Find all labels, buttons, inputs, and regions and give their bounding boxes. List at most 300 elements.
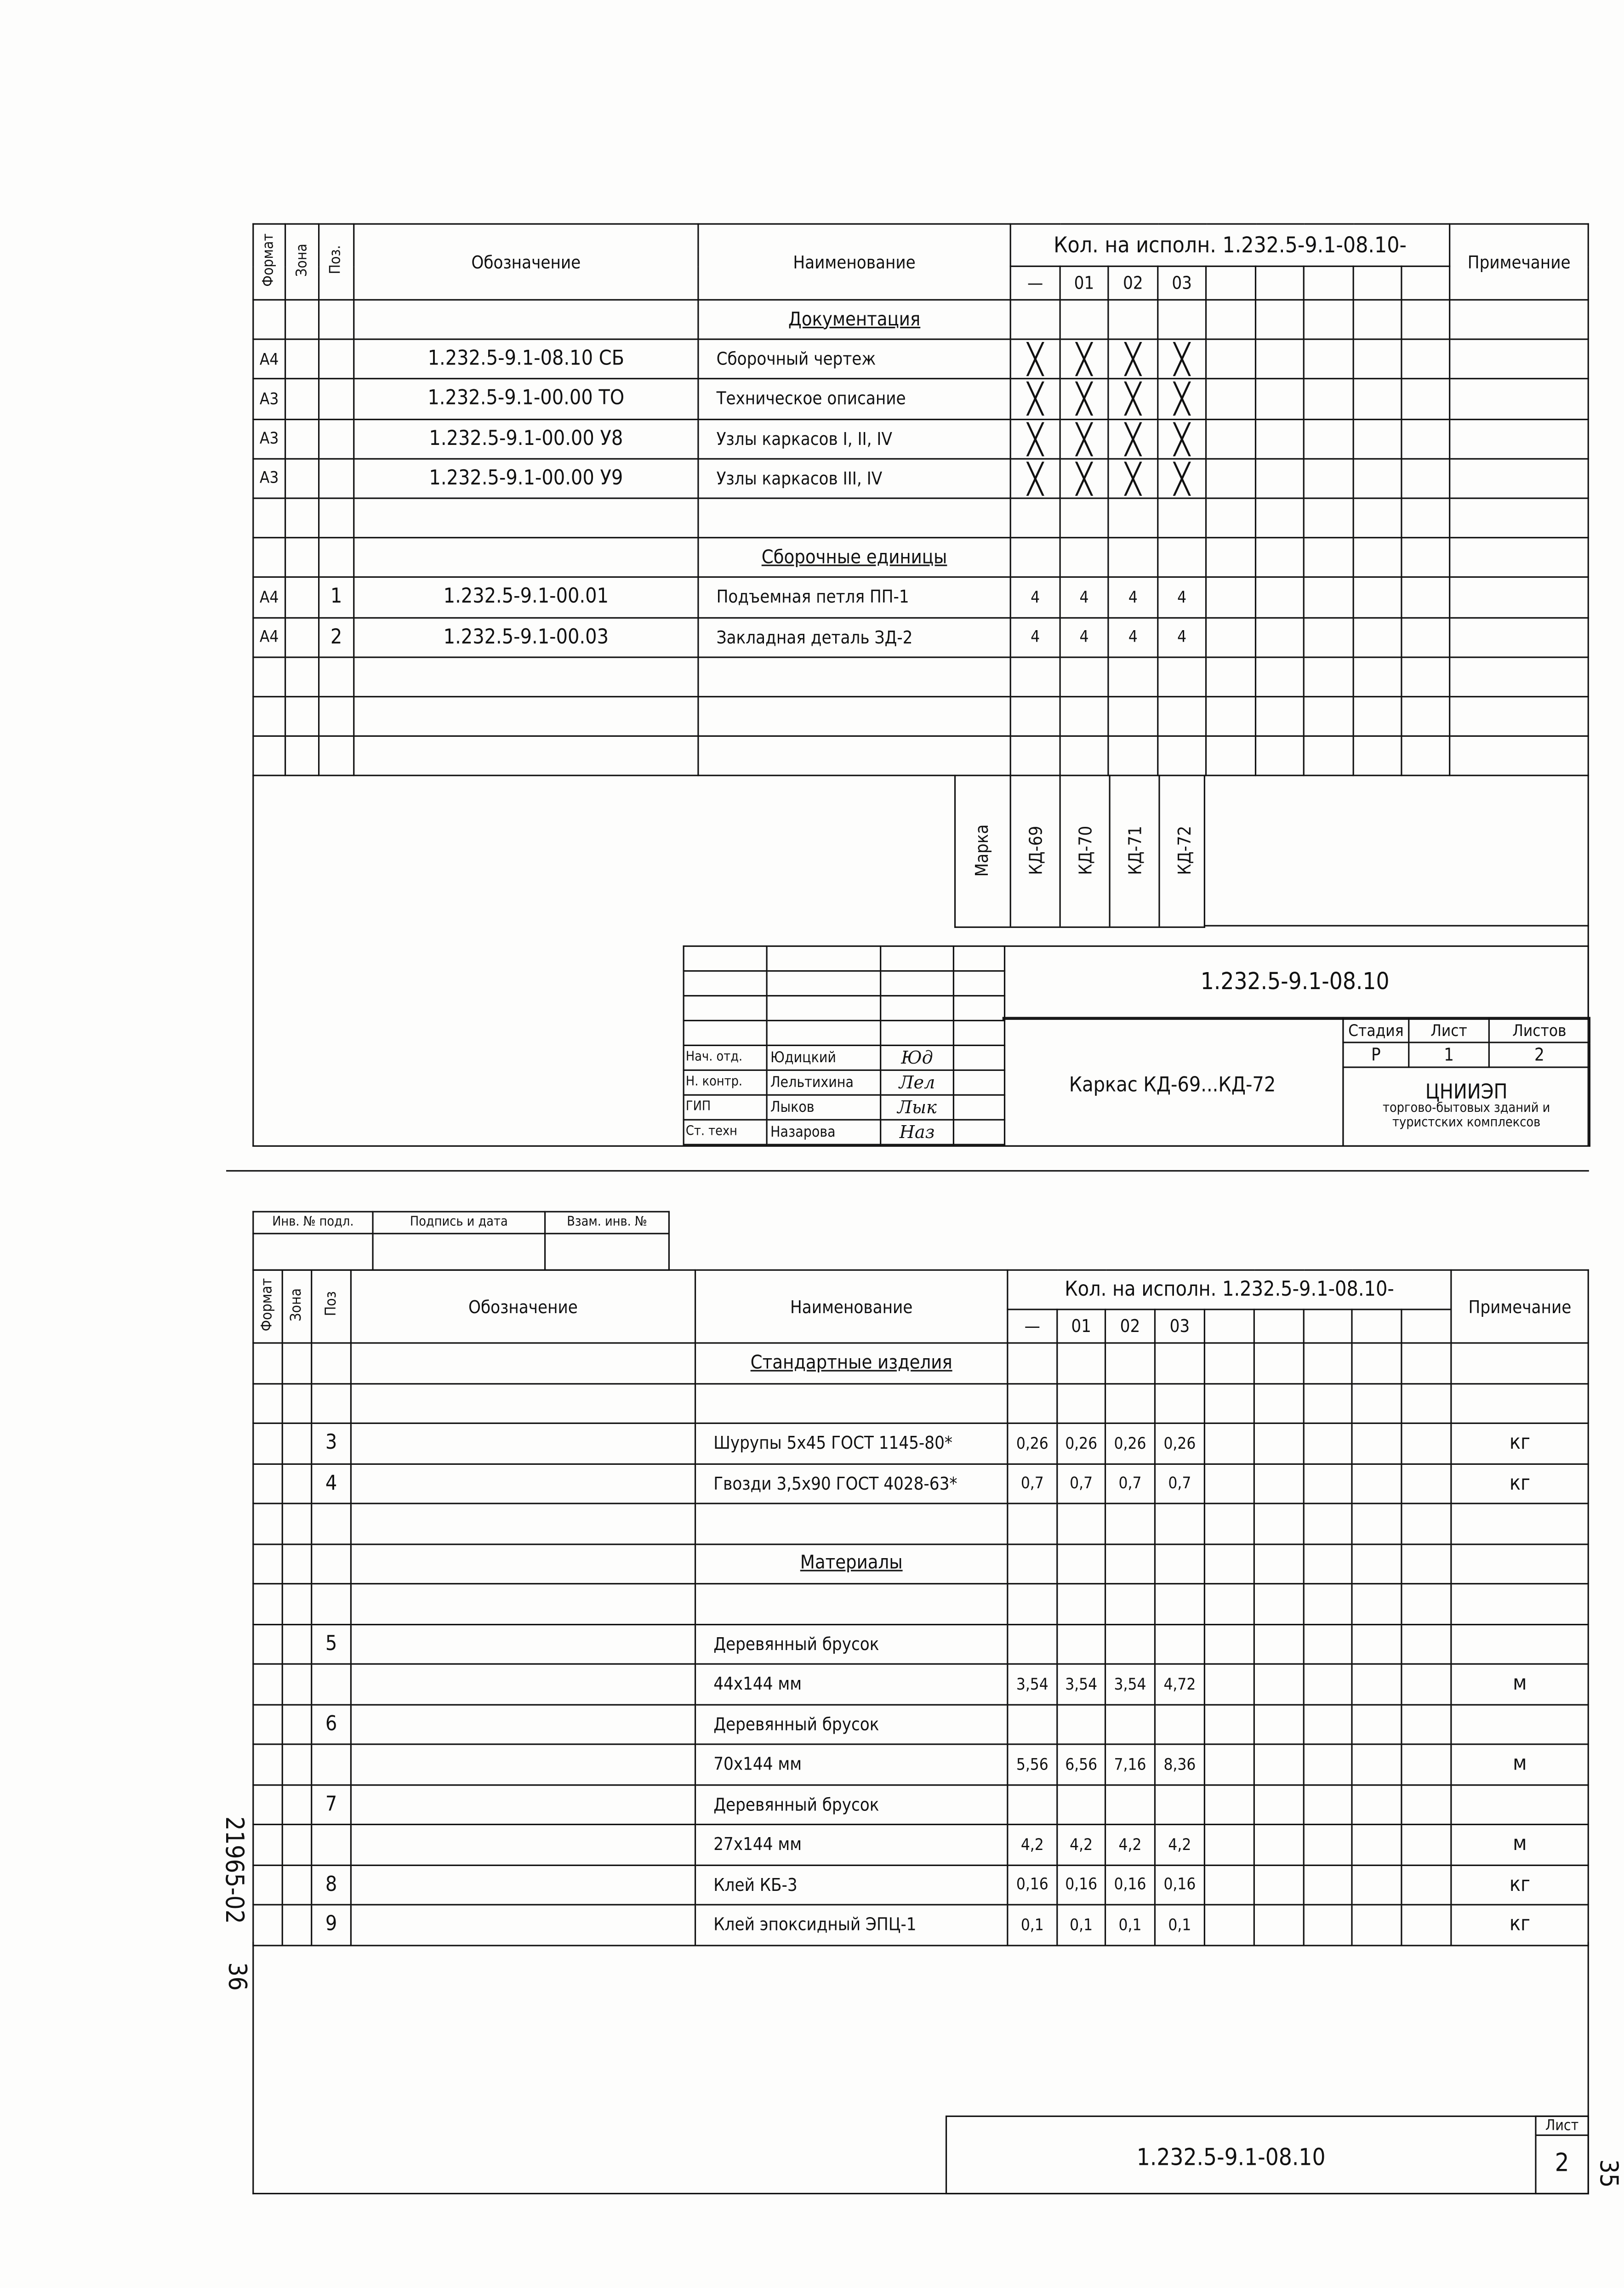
qty-cell (1402, 1584, 1451, 1624)
qty-cell (1204, 1543, 1254, 1583)
qty-cell (1010, 696, 1060, 736)
qty-cell (1155, 1584, 1204, 1624)
section-row (253, 538, 1589, 577)
mark: КД-69 (1025, 826, 1046, 876)
qty-cell: ╳ (1010, 459, 1060, 498)
qty-cell (1254, 1704, 1304, 1744)
qty-cell: 4,2 (1105, 1824, 1155, 1864)
qty-cell (1204, 1423, 1254, 1463)
qty-cell (1304, 1503, 1352, 1543)
qty-cell (1304, 1704, 1352, 1744)
zone-cell (285, 498, 319, 538)
qty-cell (1402, 340, 1450, 379)
qty-cell (1204, 1824, 1254, 1864)
pos-cell (319, 538, 354, 577)
qty-cell (1010, 300, 1060, 339)
qty-cell (1402, 1824, 1451, 1864)
qty-cell (1304, 538, 1353, 577)
stage-table (1342, 1017, 1590, 1147)
format-cell (253, 1584, 282, 1624)
inv-label: Инв. № подл. (253, 1212, 373, 1234)
qty-cell (1254, 1343, 1304, 1383)
name-cell (698, 736, 1010, 776)
qty-cell (1158, 696, 1206, 736)
qty-cell (1353, 538, 1402, 577)
qty-cell (1304, 1784, 1352, 1824)
pos-cell: 4 (312, 1463, 351, 1503)
section-title: Сборочные единицы (698, 538, 1010, 577)
format-cell (253, 538, 285, 577)
pos-cell (319, 419, 354, 458)
qty-cell: 3,54 (1105, 1664, 1155, 1704)
qty-cell (1304, 1624, 1352, 1664)
pos-cell: 3 (312, 1423, 351, 1463)
qty-cell (1255, 736, 1304, 776)
zone-cell (282, 1824, 311, 1864)
qty-cell (1402, 696, 1450, 736)
note-cell: м (1451, 1744, 1588, 1784)
signature: Лел (881, 1070, 954, 1095)
designation-cell (351, 1543, 695, 1583)
archive-page: 36 (222, 1962, 251, 1991)
note-cell (1450, 379, 1589, 419)
qty-cell: 0,7 (1105, 1463, 1155, 1503)
qty-cell (1204, 1784, 1254, 1824)
qty-cell (1206, 577, 1256, 617)
name-cell (695, 1584, 1008, 1624)
qty-cell (1304, 459, 1353, 498)
note-cell (1451, 1624, 1588, 1664)
qty-cell (1352, 1744, 1402, 1784)
qty-cell (1105, 1503, 1155, 1543)
table-row (253, 696, 1589, 736)
title-cell (1003, 1017, 1344, 1147)
format-cell (253, 1824, 282, 1864)
zone-cell (282, 1343, 311, 1383)
sign-date-label: Подпись и дата (373, 1212, 545, 1234)
qty-cell (1206, 736, 1256, 776)
qty-cell (1304, 1423, 1352, 1463)
qty-cell (1008, 1503, 1057, 1543)
drawing-title: Каркас КД-69...КД-72 (1069, 1074, 1276, 1098)
designation-cell (351, 1423, 695, 1463)
staff-role: ГИП (684, 1095, 767, 1120)
col-format: Формат (253, 1270, 282, 1343)
qty-cell (1352, 1503, 1402, 1543)
pos-cell (319, 696, 354, 736)
qty-cell (1402, 1463, 1451, 1503)
qty-cell: 6,56 (1057, 1744, 1105, 1784)
designation-cell (354, 498, 698, 538)
qty-cell (1304, 577, 1353, 617)
qty-cell (1060, 300, 1108, 339)
qty-cell (1206, 340, 1256, 379)
qty-cell (1206, 379, 1256, 419)
qty-cell: 0,1 (1105, 1905, 1155, 1945)
qty-cell (1353, 300, 1402, 339)
variant: 01 (1057, 1309, 1105, 1343)
qty-cell (1155, 1383, 1204, 1423)
qty-cell (1254, 1744, 1304, 1784)
name-cell: Техническое описание (698, 379, 1010, 419)
qty-cell (1204, 1664, 1254, 1704)
qty-cell (1254, 1503, 1304, 1543)
qty-cell (1304, 1543, 1352, 1583)
qty-cell (1255, 379, 1304, 419)
qty-cell: 0,16 (1155, 1865, 1204, 1905)
qty-cell (1304, 736, 1353, 776)
qty-cell (1155, 1543, 1204, 1583)
note-cell (1451, 1543, 1588, 1583)
qty-cell: ╳ (1060, 340, 1108, 379)
pos-cell (319, 340, 354, 379)
qty-cell (1353, 459, 1402, 498)
qty-cell (1206, 300, 1256, 339)
qty-cell: ╳ (1158, 379, 1206, 419)
format-cell (253, 1704, 282, 1744)
approval-stamp (252, 1211, 670, 1271)
note-cell (1451, 1704, 1588, 1744)
qty-cell (1402, 379, 1450, 419)
name-cell: Гвозди 3,5х90 ГОСТ 4028-63* (695, 1463, 1008, 1503)
qty-cell (1108, 696, 1158, 736)
format-cell (253, 498, 285, 538)
qty-cell (1060, 657, 1108, 696)
org-sub1: торгово-бытовых зданий и (1382, 1102, 1550, 1117)
note-cell: м (1451, 1664, 1588, 1704)
variant: 03 (1155, 1309, 1204, 1343)
table-row (253, 1824, 1589, 1864)
qty-cell (1353, 577, 1402, 617)
designation-cell (351, 1624, 695, 1664)
zone-cell (285, 300, 319, 339)
qty-cell (1204, 1865, 1254, 1905)
qty-cell (1402, 1383, 1451, 1423)
qty-cell: 3,54 (1057, 1664, 1105, 1704)
col-zone: Зона (285, 224, 319, 300)
pos-cell (319, 379, 354, 419)
qty-cell (1155, 1784, 1204, 1824)
name-cell: 27х144 мм (695, 1824, 1008, 1864)
qty-cell (1304, 1824, 1352, 1864)
staff-name: Лыков (767, 1095, 881, 1120)
zone-cell (285, 657, 319, 696)
qty-cell (1105, 1624, 1155, 1664)
mark: КД-71 (1124, 826, 1145, 876)
pos-cell (312, 1543, 351, 1583)
qty-cell: 0,1 (1057, 1905, 1105, 1945)
pos-cell (312, 1744, 351, 1784)
vzam-label: Взам. инв. № (545, 1212, 669, 1234)
qty-cell (1304, 1905, 1352, 1945)
signature: Юд (881, 1045, 954, 1070)
qty-cell (1158, 657, 1206, 696)
qty-cell: 4,2 (1008, 1824, 1057, 1864)
qty-cell (1204, 1383, 1254, 1423)
qty-cell: 8,36 (1155, 1744, 1204, 1784)
zone-cell (285, 419, 319, 458)
zone-cell (282, 1784, 311, 1824)
qty-cell (1255, 696, 1304, 736)
qty-cell (1304, 379, 1353, 419)
note-cell: м (1451, 1824, 1588, 1864)
name-cell: 44х144 мм (695, 1664, 1008, 1704)
pos-cell (319, 498, 354, 538)
designation-cell (351, 1383, 695, 1423)
name-cell: Клей КБ-3 (695, 1865, 1008, 1905)
zone-cell (285, 340, 319, 379)
col-name: Наименование (695, 1270, 1008, 1343)
qty-cell (1255, 300, 1304, 339)
format-cell: А3 (253, 379, 285, 419)
table-row (253, 1905, 1589, 1945)
qty-cell (1204, 1905, 1254, 1945)
qty-cell (1352, 1824, 1402, 1864)
qty-cell (1108, 498, 1158, 538)
qty-cell (1352, 1543, 1402, 1583)
sheet-label: Лист (1409, 1018, 1489, 1042)
pos-cell: 2 (319, 617, 354, 657)
table-row (253, 1584, 1589, 1624)
qty-cell (1352, 1704, 1402, 1744)
spec-table-sheet2 (252, 1269, 1589, 1946)
qty-cell (1353, 419, 1402, 458)
qty-cell (1108, 300, 1158, 339)
name-cell (695, 1503, 1008, 1543)
zone-cell (282, 1865, 311, 1905)
format-cell (253, 696, 285, 736)
designation-cell: 1.232.5-9.1-00.00 У8 (354, 419, 698, 458)
qty-cell (1255, 419, 1304, 458)
mark: КД-70 (1074, 826, 1095, 876)
qty-cell (1254, 1383, 1304, 1423)
qty-cell (1402, 300, 1450, 339)
qty-cell (1352, 1624, 1402, 1664)
pos-cell (319, 736, 354, 776)
qty-cell: 4 (1158, 577, 1206, 617)
table-row (253, 736, 1589, 776)
note-cell (1451, 1784, 1588, 1824)
qty-cell: 4 (1108, 577, 1158, 617)
staff-row (684, 1045, 1004, 1070)
qty-cell (1304, 1383, 1352, 1423)
designation-cell (351, 1865, 695, 1905)
qty-cell (1206, 657, 1256, 696)
qty-cell (1010, 498, 1060, 538)
col-pos: Поз. (319, 224, 354, 300)
qty-cell (1304, 1463, 1352, 1503)
pos-cell (312, 1503, 351, 1543)
format-cell (253, 1865, 282, 1905)
doc-code-cell (1003, 945, 1589, 1020)
pos-cell: 8 (312, 1865, 351, 1905)
qty-cell (1255, 340, 1304, 379)
qty-cell (1402, 1543, 1451, 1583)
name-cell (698, 657, 1010, 696)
designation-cell: 1.232.5-9.1-00.01 (354, 577, 698, 617)
staff-row (684, 1070, 1004, 1095)
qty-cell: 0,1 (1155, 1905, 1204, 1945)
zone-cell (282, 1664, 311, 1704)
pos-cell (312, 1383, 351, 1423)
doc-code: 1.232.5-9.1-08.10 (1200, 967, 1390, 995)
note-cell (1450, 736, 1589, 776)
qty-cell (1057, 1624, 1105, 1664)
designation-cell (354, 736, 698, 776)
pos-cell (312, 1584, 351, 1624)
title-block-staff (683, 945, 1006, 1145)
qty-cell: 4,2 (1057, 1824, 1105, 1864)
qty-cell: 0,26 (1008, 1423, 1057, 1463)
format-cell (253, 1423, 282, 1463)
qty-cell (1105, 1704, 1155, 1744)
designation-cell (351, 1503, 695, 1543)
qty-cell: ╳ (1060, 459, 1108, 498)
qty-cell (1008, 1624, 1057, 1664)
col-qty-title: Кол. на исполн. 1.232.5-9.1-08.10- (1010, 224, 1450, 266)
name-cell (698, 696, 1010, 736)
qty-cell (1158, 498, 1206, 538)
qty-cell (1402, 419, 1450, 458)
qty-cell (1402, 1905, 1451, 1945)
qty-cell: ╳ (1060, 379, 1108, 419)
qty-cell: ╳ (1108, 419, 1158, 458)
name-cell: Деревянный брусок (695, 1784, 1008, 1824)
format-cell: А4 (253, 340, 285, 379)
table-row (253, 1463, 1589, 1503)
format-cell: А4 (253, 577, 285, 617)
qty-cell (1352, 1664, 1402, 1704)
qty-cell (1254, 1624, 1304, 1664)
qty-cell: 0,16 (1105, 1865, 1155, 1905)
qty-cell (1060, 538, 1108, 577)
qty-cell (1204, 1463, 1254, 1503)
variant: — (1008, 1309, 1057, 1343)
qty-cell: ╳ (1010, 340, 1060, 379)
qty-cell (1304, 696, 1353, 736)
designation-cell: 1.232.5-9.1-08.10 СБ (354, 340, 698, 379)
qty-cell (1008, 1784, 1057, 1824)
qty-cell (1402, 736, 1450, 776)
name-cell: Шурупы 5х45 ГОСТ 1145-80* (695, 1423, 1008, 1463)
qty-cell (1353, 696, 1402, 736)
pos-cell: 5 (312, 1624, 351, 1664)
qty-cell (1010, 538, 1060, 577)
table-row (253, 498, 1589, 538)
format-cell: А3 (253, 459, 285, 498)
qty-cell (1254, 1463, 1304, 1503)
doc-code: 1.232.5-9.1-08.10 (1136, 2143, 1326, 2171)
qty-cell (1105, 1784, 1155, 1824)
zone-cell (282, 1704, 311, 1744)
qty-cell (1254, 1905, 1304, 1945)
qty-cell (1206, 498, 1256, 538)
name-cell (695, 1383, 1008, 1423)
pos-cell: 1 (319, 577, 354, 617)
format-cell (253, 736, 285, 776)
sheet-value: 1 (1409, 1042, 1489, 1067)
qty-cell (1255, 538, 1304, 577)
format-cell (253, 1503, 282, 1543)
qty-cell (1204, 1343, 1254, 1383)
name-cell: Подъемная петля ПП-1 (698, 577, 1010, 617)
signature: Лык (881, 1095, 954, 1120)
section-title: Документация (698, 300, 1010, 339)
qty-cell (1255, 498, 1304, 538)
format-cell (253, 1624, 282, 1664)
table-row (253, 1664, 1589, 1704)
qty-cell (1255, 459, 1304, 498)
stage-label: Стадия (1343, 1018, 1409, 1042)
qty-cell (1155, 1343, 1204, 1383)
org-sub2: туристских комплексов (1392, 1116, 1541, 1131)
format-cell: А4 (253, 617, 285, 657)
qty-cell (1057, 1543, 1105, 1583)
qty-cell: 4 (1060, 577, 1108, 617)
pos-cell (312, 1824, 351, 1864)
qty-cell (1254, 1543, 1304, 1583)
qty-cell (1402, 1503, 1451, 1543)
designation-cell (354, 300, 698, 339)
table-row (253, 459, 1589, 498)
qty-cell (1108, 736, 1158, 776)
qty-cell: ╳ (1158, 459, 1206, 498)
qty-cell (1008, 1383, 1057, 1423)
name-cell: Клей эпоксидный ЭПЦ-1 (695, 1905, 1008, 1945)
empty-staff-row (684, 996, 1004, 1020)
pos-cell (319, 657, 354, 696)
variant: 03 (1158, 266, 1206, 300)
designation-cell (354, 657, 698, 696)
qty-cell (1008, 1704, 1057, 1744)
col-qty-title: Кол. на исполн. 1.232.5-9.1-08.10- (1008, 1270, 1451, 1309)
col-pos: Поз (312, 1270, 351, 1343)
qty-cell (1255, 577, 1304, 617)
qty-cell (1402, 657, 1450, 696)
designation-cell (351, 1824, 695, 1864)
zone-cell (282, 1503, 311, 1543)
sheet-label: Лист (1537, 2118, 1588, 2136)
qty-cell (1304, 617, 1353, 657)
qty-cell: 4 (1108, 617, 1158, 657)
table-row (253, 1624, 1589, 1664)
qty-cell (1057, 1784, 1105, 1824)
qty-cell (1206, 617, 1256, 657)
qty-cell (1057, 1704, 1105, 1744)
qty-cell: 4 (1010, 577, 1060, 617)
pos-cell: 6 (312, 1704, 351, 1744)
qty-cell (1352, 1383, 1402, 1423)
marka-label: Марка (972, 824, 992, 877)
qty-cell (1105, 1584, 1155, 1624)
name-cell: Деревянный брусок (695, 1704, 1008, 1744)
zone-cell (282, 1624, 311, 1664)
qty-cell (1402, 1865, 1451, 1905)
format-cell (253, 1784, 282, 1824)
qty-cell (1108, 657, 1158, 696)
table-row (253, 1744, 1589, 1784)
designation-cell: 1.232.5-9.1-00.00 У9 (354, 459, 698, 498)
designation-cell (351, 1905, 695, 1945)
qty-cell: ╳ (1060, 419, 1108, 458)
table-row (253, 1503, 1589, 1543)
designation-cell (351, 1664, 695, 1704)
qty-cell (1057, 1584, 1105, 1624)
variant: 02 (1108, 266, 1158, 300)
qty-cell: ╳ (1108, 340, 1158, 379)
note-cell (1451, 1343, 1588, 1383)
name-cell: Узлы каркасов I, II, IV (698, 419, 1010, 458)
